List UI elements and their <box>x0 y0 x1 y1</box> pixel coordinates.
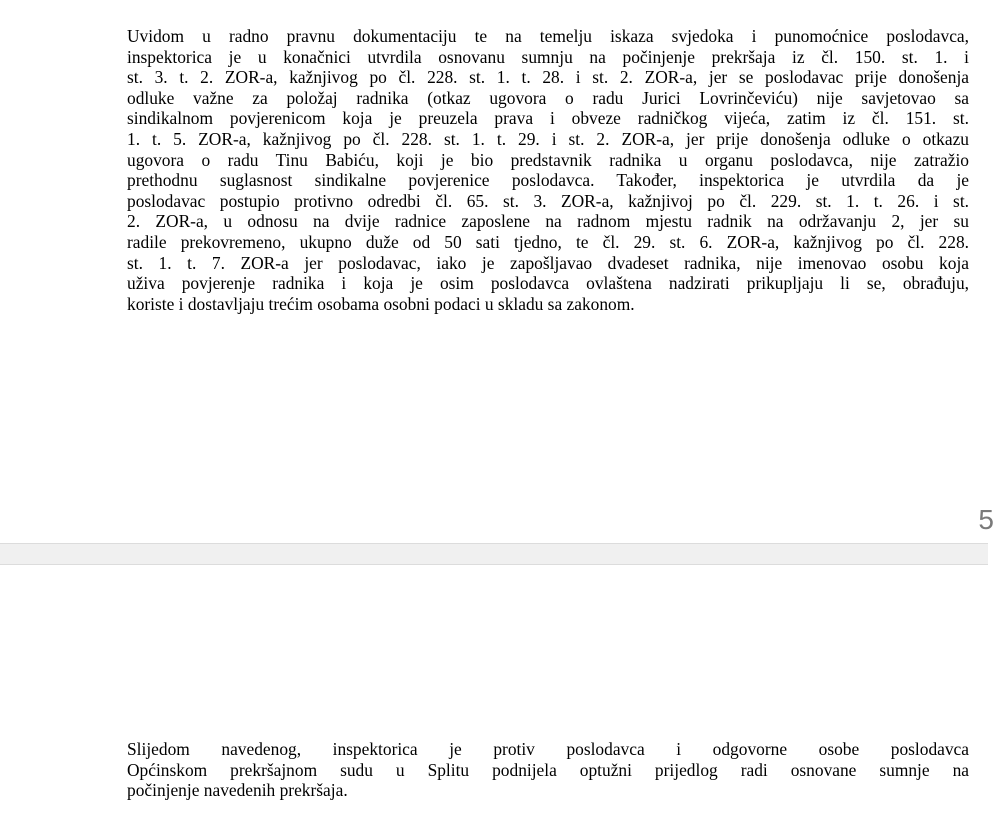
paragraph-line: ugovora o radu Tinu Babiću, koji je bio predstavnik radnika u organu poslodavca, nije zatražio <box>127 149 969 170</box>
paragraph-line: koriste i dostavljaju trećim osobama osobni podaci u skladu sa zakonom. <box>127 293 635 314</box>
paragraph-line: Općinskom prekršajnom sudu u Splitu podnijela optužni prijedlog radi osnovane sumnje na <box>127 759 969 780</box>
paragraph-line: st. 1. t. 7. ZOR-a jer poslodavac, iako je zapošljavao dvadeset radnika, nije imenovao osobu koja <box>127 252 969 273</box>
conclusion-paragraph <box>127 739 969 801</box>
paragraph-line: Uvidom u radno pravnu dokumentaciju te na temelju iskaza svjedoka i punomoćnice poslodavca, <box>127 26 969 46</box>
paragraph-line: sindikalnom povjerenicom koja je preuzela prava i obveze radničkog vijeća, zatim iz čl. 151. st. <box>127 108 969 129</box>
page-number: 5 <box>978 504 994 535</box>
paragraph-line: uživa povjerenje radnika i koja je osim poslodavca ovlaštena nadzirati prikupljaju li se, obrađuju, <box>127 273 969 294</box>
paragraph-line: poslodavac postupio protivno odredbi čl. 65. st. 3. ZOR-a, kažnjivoj po čl. 229. st. 1. t. 26. i st. <box>127 190 969 211</box>
paragraph-line: st. 3. t. 2. ZOR-a, kažnjivog po čl. 228. st. 1. t. 28. i st. 2. ZOR-a, jer se poslodavac prije donošenja <box>127 67 969 88</box>
page-separator <box>0 543 988 565</box>
paragraph-line: odluke važne za položaj radnika (otkaz ugovora o radu Jurici Lovrinčeviću) nije savjetovao sa <box>127 87 969 108</box>
findings-paragraph <box>127 26 969 314</box>
paragraph-line: Slijedom navedenog, inspektorica je protiv poslodavca i odgovorne osobe poslodavca <box>127 739 969 759</box>
paragraph-line: inspektorica je u konačnici utvrdila osnovanu sumnju na počinjenje prekršaja iz čl. 150. st. 1. i <box>127 46 969 67</box>
paragraph-line: 2. ZOR-a, u odnosu na dvije radnice zaposlene na radnom mjestu radnik na održavanju 2, jer su <box>127 211 969 232</box>
document-page-current <box>0 565 988 840</box>
paragraph-line: radile prekovremeno, ukupno duže od 50 sati tjedno, te čl. 29. st. 6. ZOR-a, kažnjivog po čl. 228. <box>127 231 969 252</box>
paragraph-line: 1. t. 5. ZOR-a, kažnjivog po čl. 228. st. 1. t. 29. i st. 2. ZOR-a, jer prije donošenja odluke o otkazu <box>127 128 969 149</box>
paragraph-line: prethodnu suglasnost sindikalne povjerenice poslodavca. Također, inspektorica je utvrdila da je <box>127 170 969 191</box>
paragraph-line: počinjenje navedenih prekršaja. <box>127 780 348 801</box>
